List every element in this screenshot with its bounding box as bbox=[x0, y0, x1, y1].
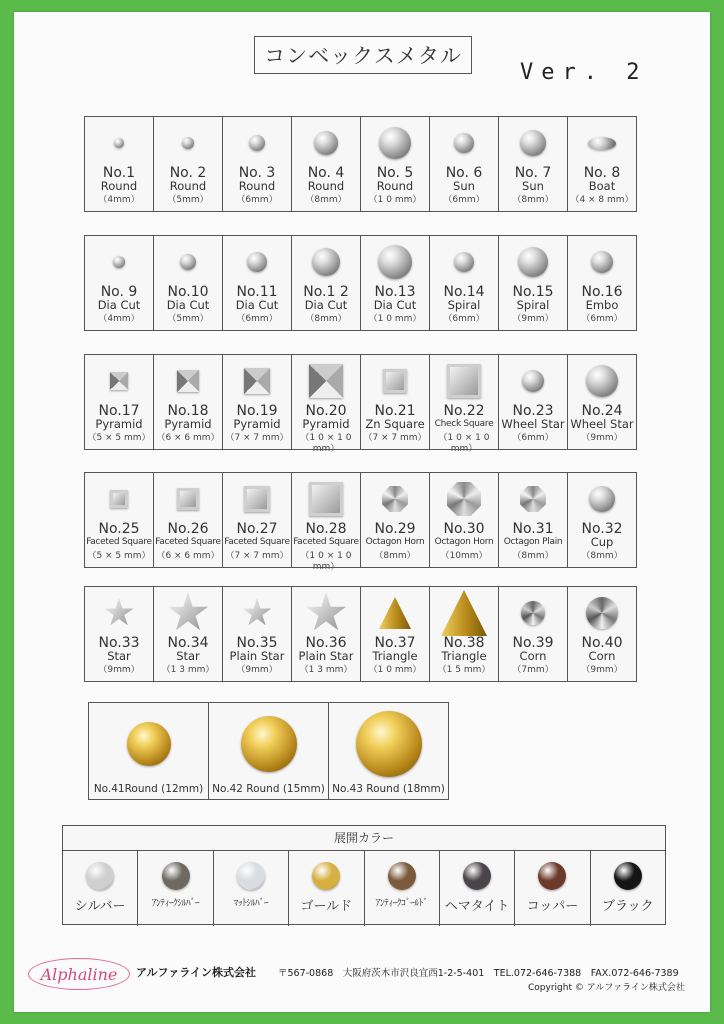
stud-size: （1 0 × 1 0 mm） bbox=[438, 433, 490, 454]
large-round-cell bbox=[88, 702, 209, 800]
stud-boat-icon bbox=[588, 137, 616, 150]
stud-size: （8mm） bbox=[374, 551, 416, 561]
stud-number: No. 6 bbox=[445, 165, 483, 181]
stud-size: （1 0 mm） bbox=[368, 314, 422, 324]
stud-cell bbox=[84, 472, 154, 568]
color-option bbox=[364, 851, 439, 926]
stud-pyr-icon bbox=[177, 370, 199, 392]
stud-cell bbox=[360, 354, 430, 450]
stud-size: （1 0 × 1 0 mm） bbox=[300, 551, 352, 572]
stud-ball-icon bbox=[249, 135, 265, 151]
stud-number: No.25 bbox=[98, 521, 140, 537]
stud-cell bbox=[84, 586, 154, 682]
stud-number: No. 2 bbox=[169, 165, 207, 181]
stud-facet-icon bbox=[383, 369, 407, 393]
stud-number: No.32 bbox=[581, 521, 623, 537]
stud-size: （5 × 5 mm） bbox=[87, 433, 151, 443]
stud-ball-icon bbox=[247, 252, 267, 272]
stud-facet-icon bbox=[177, 488, 199, 510]
footer bbox=[28, 958, 688, 998]
stud-name: Round bbox=[307, 179, 345, 193]
stud-name: Spiral bbox=[447, 298, 481, 312]
stud-size: （8mm） bbox=[305, 195, 347, 205]
stud-pyr-icon bbox=[244, 368, 270, 394]
stud-cell bbox=[498, 472, 568, 568]
stud-name: Triangle bbox=[441, 649, 487, 663]
stud-name: Corn bbox=[588, 649, 616, 663]
stud-size: （9mm） bbox=[512, 314, 554, 324]
stud-name: Round bbox=[169, 179, 207, 193]
stud-number: No.30 bbox=[443, 521, 485, 537]
stud-name: Spiral bbox=[516, 298, 550, 312]
stud-row bbox=[84, 116, 637, 212]
color-name: ｱﾝﾃｨｰｸｺﾞｰﾙﾄﾞ bbox=[375, 898, 428, 909]
stud-corn-icon bbox=[586, 597, 618, 629]
stud-cell bbox=[291, 472, 361, 572]
color-name: ヘマタイト bbox=[444, 899, 510, 914]
stud-ball-icon bbox=[378, 245, 412, 279]
large-round-cell bbox=[328, 702, 449, 800]
stud-name: Dia Cut bbox=[235, 298, 279, 312]
stud-facet-icon bbox=[309, 482, 343, 516]
stud-cell bbox=[498, 116, 568, 212]
stud-cell bbox=[153, 235, 223, 331]
stud-name: Triangle bbox=[372, 649, 418, 663]
stud-number: No.36 bbox=[305, 635, 347, 651]
stud-cell bbox=[360, 586, 430, 682]
stud-size: （9mm） bbox=[236, 665, 278, 675]
stud-number: No.22 bbox=[443, 403, 485, 419]
stud-row bbox=[84, 354, 637, 454]
stud-ball-icon bbox=[522, 370, 544, 392]
stud-name: Pyramid bbox=[302, 417, 350, 431]
stud-oct-icon bbox=[520, 486, 546, 512]
stud-name: Faceted Square bbox=[86, 537, 152, 547]
stud-cell bbox=[153, 472, 223, 568]
stud-number: No.28 bbox=[305, 521, 347, 537]
stud-size: （6mm） bbox=[236, 195, 278, 205]
stud-size: （7 × 7 mm） bbox=[363, 433, 427, 443]
gold-round-stud-icon bbox=[241, 716, 297, 772]
stud-oct-icon bbox=[447, 482, 481, 516]
stud-row bbox=[84, 472, 637, 572]
stud-name: Dia Cut bbox=[304, 298, 348, 312]
copyright: Copyright © アルファライン株式会社 bbox=[528, 983, 685, 993]
stud-name: Faceted Square bbox=[293, 537, 359, 547]
stud-name: Dia Cut bbox=[97, 298, 141, 312]
stud-number: No.19 bbox=[236, 403, 278, 419]
version-label: Ver. 2 bbox=[520, 60, 648, 85]
stud-number: No. 3 bbox=[238, 165, 276, 181]
large-round-label: No.41Round (12mm) bbox=[93, 783, 204, 795]
stud-cell bbox=[567, 235, 637, 331]
color-option bbox=[590, 851, 665, 926]
stud-name: Round bbox=[100, 179, 138, 193]
stud-name: Cup bbox=[590, 535, 614, 549]
stud-size: （5mm） bbox=[167, 314, 209, 324]
stud-number: No.35 bbox=[236, 635, 278, 651]
stud-ball-icon bbox=[454, 252, 474, 272]
color-option bbox=[439, 851, 514, 926]
color-swatch-icon bbox=[538, 862, 566, 890]
stud-tri-icon bbox=[379, 597, 411, 629]
stud-number: No.34 bbox=[167, 635, 209, 651]
color-name: ブラック bbox=[601, 899, 654, 914]
stud-number: No.11 bbox=[236, 284, 278, 300]
stud-name: Boat bbox=[588, 179, 616, 193]
gold-round-stud-icon bbox=[356, 711, 422, 777]
stud-cell bbox=[222, 235, 292, 331]
color-swatch-icon bbox=[86, 862, 114, 890]
stud-name: Dia Cut bbox=[166, 298, 210, 312]
stud-size: （9mm） bbox=[581, 433, 623, 443]
stud-cell bbox=[153, 586, 223, 682]
stud-cell bbox=[291, 235, 361, 331]
stud-number: No.10 bbox=[167, 284, 209, 300]
stud-cell bbox=[84, 235, 154, 331]
stud-size: （6mm） bbox=[443, 195, 485, 205]
stud-size: （4 × 8 mm） bbox=[570, 195, 634, 205]
stud-ball-icon bbox=[113, 256, 125, 268]
large-round-label: No.43 Round (18mm) bbox=[332, 783, 445, 795]
stud-size: （8mm） bbox=[581, 551, 623, 561]
stud-name: Faceted Square bbox=[155, 537, 221, 547]
stud-name: Pyramid bbox=[95, 417, 143, 431]
stud-number: No.13 bbox=[374, 284, 416, 300]
stud-size: （1 0 mm） bbox=[368, 665, 422, 675]
color-swatch-icon bbox=[312, 862, 340, 890]
stud-cell bbox=[498, 354, 568, 450]
stud-size: （7mm） bbox=[512, 665, 554, 675]
stud-size: （4mm） bbox=[98, 195, 140, 205]
stud-number: No.37 bbox=[374, 635, 416, 651]
stud-number: No.21 bbox=[374, 403, 416, 419]
stud-name: Pyramid bbox=[233, 417, 281, 431]
stud-star-icon bbox=[104, 598, 134, 628]
stud-row bbox=[84, 235, 637, 331]
stud-cell bbox=[567, 354, 637, 450]
stud-number: No.1 bbox=[102, 165, 136, 181]
stud-size: （8mm） bbox=[305, 314, 347, 324]
stud-name: Wheel Star bbox=[501, 417, 565, 431]
stud-ball-icon bbox=[586, 365, 618, 397]
stud-name: Round bbox=[238, 179, 276, 193]
stud-cell bbox=[429, 354, 499, 454]
stud-corn-icon bbox=[521, 601, 545, 625]
stud-number: No.18 bbox=[167, 403, 209, 419]
stud-ball-icon bbox=[182, 137, 194, 149]
stud-name: Faceted Square bbox=[224, 537, 290, 547]
stud-pyr-icon bbox=[309, 364, 343, 398]
stud-cell bbox=[360, 235, 430, 331]
stud-cell bbox=[498, 235, 568, 331]
color-swatch-icon bbox=[388, 862, 416, 890]
stud-cell bbox=[84, 116, 154, 212]
color-swatch-icon bbox=[162, 862, 190, 890]
stud-tri-icon bbox=[441, 590, 487, 636]
stud-name: Octagon Horn bbox=[365, 537, 425, 547]
stud-size: （6 × 6 mm） bbox=[156, 433, 220, 443]
stud-size: （1 5 mm） bbox=[437, 665, 491, 675]
stud-name: Star bbox=[176, 649, 200, 663]
color-swatch-icon bbox=[237, 862, 265, 890]
color-options-panel bbox=[62, 825, 666, 925]
stud-ball-icon bbox=[454, 133, 474, 153]
stud-size: （1 0 × 1 0 mm） bbox=[300, 433, 352, 454]
stud-number: No.29 bbox=[374, 521, 416, 537]
stud-size: （4mm） bbox=[98, 314, 140, 324]
color-name: ゴールド bbox=[300, 899, 353, 914]
stud-name: Octagon Plain bbox=[503, 537, 563, 547]
stud-number: No.40 bbox=[581, 635, 623, 651]
stud-star-icon bbox=[242, 598, 272, 628]
alphaline-logo: Alphaline bbox=[28, 958, 130, 990]
color-name: シルバー bbox=[74, 899, 126, 914]
gold-round-stud-icon bbox=[127, 722, 171, 766]
stud-number: No.38 bbox=[443, 635, 485, 651]
stud-pyr-icon bbox=[110, 372, 128, 390]
stud-ball-icon bbox=[379, 127, 411, 159]
color-name: コッパー bbox=[526, 899, 579, 914]
stud-ball-icon bbox=[180, 254, 196, 270]
stud-star-icon bbox=[305, 592, 347, 634]
stud-size: （1 3 mm） bbox=[299, 665, 353, 675]
color-swatch-icon bbox=[463, 862, 491, 890]
stud-cell bbox=[567, 472, 637, 568]
company-name: アルファライン株式会社 bbox=[136, 966, 257, 979]
stud-cell bbox=[222, 472, 292, 568]
stud-ball-icon bbox=[520, 130, 546, 156]
stud-number: No. 8 bbox=[583, 165, 621, 181]
stud-cell bbox=[222, 116, 292, 212]
stud-size: （7 × 7 mm） bbox=[225, 551, 289, 561]
stud-size: （5 × 5 mm） bbox=[87, 551, 151, 561]
stud-size: （9mm） bbox=[98, 665, 140, 675]
stud-ball-icon bbox=[312, 248, 340, 276]
stud-size: （6mm） bbox=[443, 314, 485, 324]
stud-name: Plain Star bbox=[298, 649, 354, 663]
stud-number: No. 7 bbox=[514, 165, 552, 181]
company-address: 〒567-0868 大阪府茨木市沢良宜西1-2-5-401 TEL.072-646-7388 FAX.072-646-7389 bbox=[278, 968, 679, 979]
stud-number: No.16 bbox=[581, 284, 623, 300]
stud-cell bbox=[153, 116, 223, 212]
large-round-cell bbox=[208, 702, 329, 800]
color-options-header: 展開カラー bbox=[63, 826, 665, 851]
stud-oct-icon bbox=[382, 486, 408, 512]
stud-number: No.20 bbox=[305, 403, 347, 419]
color-name: ﾏｯﾄｼﾙﾊﾞｰ bbox=[233, 898, 269, 909]
stud-size: （1 0 mm） bbox=[368, 195, 422, 205]
stud-ball-icon bbox=[591, 251, 613, 273]
stud-name: Octagon Horn bbox=[434, 537, 494, 547]
color-option bbox=[288, 851, 363, 926]
stud-cell bbox=[291, 586, 361, 682]
stud-cell bbox=[429, 472, 499, 568]
stud-size: （7 × 7 mm） bbox=[225, 433, 289, 443]
stud-name: Wheel Star bbox=[570, 417, 634, 431]
stud-number: No.24 bbox=[581, 403, 623, 419]
stud-name: Corn bbox=[519, 649, 547, 663]
color-swatch-icon bbox=[614, 862, 642, 890]
stud-size: （6mm） bbox=[236, 314, 278, 324]
stud-cell bbox=[360, 472, 430, 568]
stud-cell bbox=[567, 116, 637, 212]
stud-name: Star bbox=[107, 649, 131, 663]
page-title: コンベックスメタル bbox=[254, 36, 472, 74]
color-name: ｱﾝﾃｨｰｸｼﾙﾊﾞｰ bbox=[151, 898, 200, 909]
large-round-row bbox=[88, 702, 449, 800]
stud-facet-icon bbox=[244, 486, 270, 512]
stud-size: （1 3 mm） bbox=[161, 665, 215, 675]
stud-number: No.15 bbox=[512, 284, 554, 300]
stud-cell bbox=[429, 235, 499, 331]
stud-cell bbox=[291, 354, 361, 454]
stud-number: No.31 bbox=[512, 521, 554, 537]
stud-facet-icon bbox=[447, 364, 481, 398]
stud-cell bbox=[429, 586, 499, 682]
large-round-label: No.42 Round (15mm) bbox=[212, 783, 325, 795]
stud-ball-icon bbox=[518, 247, 548, 277]
stud-number: No.26 bbox=[167, 521, 209, 537]
stud-size: （10mm） bbox=[440, 551, 488, 561]
stud-name: Plain Star bbox=[229, 649, 285, 663]
stud-size: （8mm） bbox=[512, 195, 554, 205]
stud-number: No.23 bbox=[512, 403, 554, 419]
stud-cell bbox=[429, 116, 499, 212]
stud-cell bbox=[567, 586, 637, 682]
stud-size: （5mm） bbox=[167, 195, 209, 205]
stud-number: No.33 bbox=[98, 635, 140, 651]
color-option bbox=[213, 851, 288, 926]
stud-name: Check Square bbox=[434, 419, 494, 429]
color-option bbox=[514, 851, 589, 926]
stud-row bbox=[84, 586, 637, 682]
stud-cell bbox=[360, 116, 430, 212]
stud-name: Dia Cut bbox=[373, 298, 417, 312]
stud-cell bbox=[498, 586, 568, 682]
color-option bbox=[137, 851, 212, 926]
stud-ball-icon bbox=[589, 486, 615, 512]
stud-ball-icon bbox=[314, 131, 338, 155]
stud-size: （8mm） bbox=[512, 551, 554, 561]
stud-number: No. 9 bbox=[100, 284, 138, 300]
stud-cell bbox=[222, 354, 292, 450]
stud-name: Embo bbox=[585, 298, 619, 312]
stud-name: Sun bbox=[453, 179, 475, 193]
stud-star-icon bbox=[167, 592, 209, 634]
stud-name: Sun bbox=[522, 179, 544, 193]
color-option bbox=[63, 851, 137, 926]
stud-facet-icon bbox=[110, 490, 128, 508]
stud-name: Round bbox=[376, 179, 414, 193]
stud-number: No. 5 bbox=[376, 165, 414, 181]
stud-number: No.39 bbox=[512, 635, 554, 651]
stud-name: Pyramid bbox=[164, 417, 212, 431]
stud-number: No.1 2 bbox=[303, 284, 349, 300]
stud-number: No.17 bbox=[98, 403, 140, 419]
stud-size: （9mm） bbox=[581, 665, 623, 675]
stud-size: （6mm） bbox=[512, 433, 554, 443]
stud-ball-icon bbox=[114, 138, 124, 148]
stud-size: （6mm） bbox=[581, 314, 623, 324]
stud-number: No.14 bbox=[443, 284, 485, 300]
stud-cell bbox=[291, 116, 361, 212]
stud-number: No. 4 bbox=[307, 165, 345, 181]
stud-cell bbox=[153, 354, 223, 450]
stud-cell bbox=[84, 354, 154, 450]
stud-number: No.27 bbox=[236, 521, 278, 537]
stud-cell bbox=[222, 586, 292, 682]
stud-size: （6 × 6 mm） bbox=[156, 551, 220, 561]
stud-name: Zn Square bbox=[365, 417, 425, 431]
